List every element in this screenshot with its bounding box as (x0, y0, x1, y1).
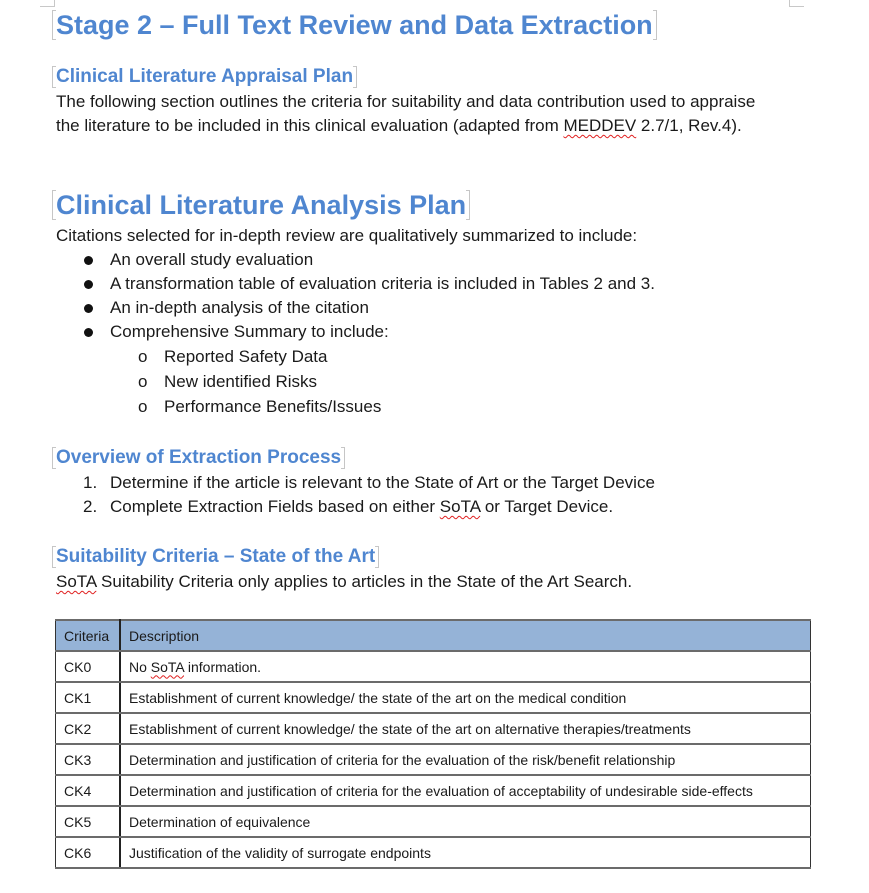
table-header-row (56, 620, 811, 651)
paragraph-text: The following section outlines the criteria for suitability and data contribution used to appraise the literature to be included in this clinical evaluation (adapted from (56, 92, 756, 135)
circle-bullet-icon: o (138, 372, 148, 391)
summary-sub-list (56, 344, 381, 419)
sub-list-item[interactable] (56, 394, 381, 419)
list-item[interactable] (56, 320, 655, 344)
spellcheck-word[interactable]: SoTA (439, 497, 481, 516)
page-corner-mark-left (40, 0, 55, 7)
criteria-code-cell[interactable]: CK4 (56, 775, 121, 806)
spellcheck-word[interactable]: SoTA (56, 572, 97, 591)
page-corner-mark-right (789, 0, 804, 7)
heading-analysis-plan[interactable]: Clinical Literature Analysis Plan (56, 190, 467, 220)
appraisal-paragraph[interactable] (56, 90, 776, 138)
list-item[interactable] (56, 248, 655, 272)
bullet-icon (84, 256, 93, 265)
heading-appraisal-plan[interactable]: Clinical Literature Appraisal Plan (56, 64, 353, 90)
paragraph-text: 2.7/1, Rev.4). (636, 116, 742, 135)
suitability-paragraph[interactable] (56, 570, 632, 594)
bullet-icon (84, 280, 93, 289)
cell-text: No (129, 658, 151, 675)
description-cell[interactable]: Establishment of current knowledge/ the state of the art on alternative therapies/treatments (120, 713, 811, 744)
criteria-code-cell[interactable]: CK1 (56, 682, 121, 713)
criteria-code-cell[interactable]: CK5 (56, 806, 121, 837)
table-row (56, 682, 811, 713)
suitability-criteria-table[interactable] (55, 619, 811, 869)
spellcheck-word[interactable]: MEDDEV (563, 116, 637, 135)
criteria-code-cell[interactable]: CK6 (56, 837, 121, 868)
sub-list-item-text: Reported Safety Data (164, 347, 328, 366)
list-number: 1. (83, 473, 98, 492)
list-item[interactable] (56, 296, 655, 320)
bullet-icon (84, 304, 93, 313)
list-number: 2. (83, 497, 98, 516)
numbered-item[interactable] (56, 495, 655, 519)
sub-list-item-text: Performance Benefits/Issues (164, 397, 382, 416)
description-cell[interactable]: Determination and justification of criteria for the evaluation of the risk/benefit relationship (120, 744, 811, 775)
table-row (56, 744, 811, 775)
description-cell[interactable] (120, 651, 811, 682)
analysis-intro[interactable]: Citations selected for in-depth review are qualitatively summarized to include: (56, 226, 638, 245)
cell-text: information. (184, 658, 262, 675)
numbered-item[interactable] (56, 471, 655, 495)
column-header-criteria[interactable]: Criteria (56, 620, 121, 651)
list-item-text: An in-depth analysis of the citation (110, 298, 369, 317)
list-item-text: A transformation table of evaluation criteria is included in Tables 2 and 3. (110, 274, 655, 293)
table-row (56, 775, 811, 806)
numbered-item-text: Complete Extraction Fields based on either (110, 497, 440, 516)
column-header-description[interactable]: Description (120, 620, 811, 651)
list-item[interactable] (56, 272, 655, 296)
sub-list-item[interactable] (56, 369, 381, 394)
list-item-text: Comprehensive Summary to include: (110, 322, 389, 341)
description-cell[interactable]: Justification of the validity of surrogate endpoints (120, 837, 811, 868)
paragraph-text: Suitability Criteria only applies to articles in the State of the Art Search. (96, 572, 633, 591)
extraction-steps-list (56, 471, 655, 519)
table-row (56, 837, 811, 868)
criteria-code-cell[interactable]: CK0 (56, 651, 121, 682)
list-item-text: An overall study evaluation (110, 250, 314, 269)
circle-bullet-icon: o (138, 397, 148, 416)
numbered-item-text: or Target Device. (480, 497, 614, 516)
description-cell[interactable]: Establishment of current knowledge/ the state of the art on the medical condition (120, 682, 811, 713)
analysis-bullet-list (56, 248, 655, 344)
sub-list-item[interactable] (56, 344, 381, 369)
description-cell[interactable]: Determination and justification of criteria for the evaluation of acceptability of undesirable side-effects (120, 775, 811, 806)
table-row (56, 713, 811, 744)
heading-suitability-criteria[interactable]: Suitability Criteria – State of the Art (56, 544, 375, 570)
criteria-code-cell[interactable]: CK2 (56, 713, 121, 744)
heading-extraction-overview[interactable]: Overview of Extraction Process (56, 445, 341, 471)
sub-list-item-text: New identified Risks (164, 372, 318, 391)
heading-stage-2[interactable]: Stage 2 – Full Text Review and Data Extraction (56, 10, 653, 40)
description-cell[interactable]: Determination of equivalence (120, 806, 811, 837)
table-row (56, 806, 811, 837)
criteria-code-cell[interactable]: CK3 (56, 744, 121, 775)
circle-bullet-icon: o (138, 347, 148, 366)
table-row (56, 651, 811, 682)
spellcheck-word[interactable]: SoTA (150, 658, 184, 675)
numbered-item-text: Determine if the article is relevant to the State of Art or the Target Device (110, 473, 655, 492)
bullet-icon (84, 328, 93, 337)
